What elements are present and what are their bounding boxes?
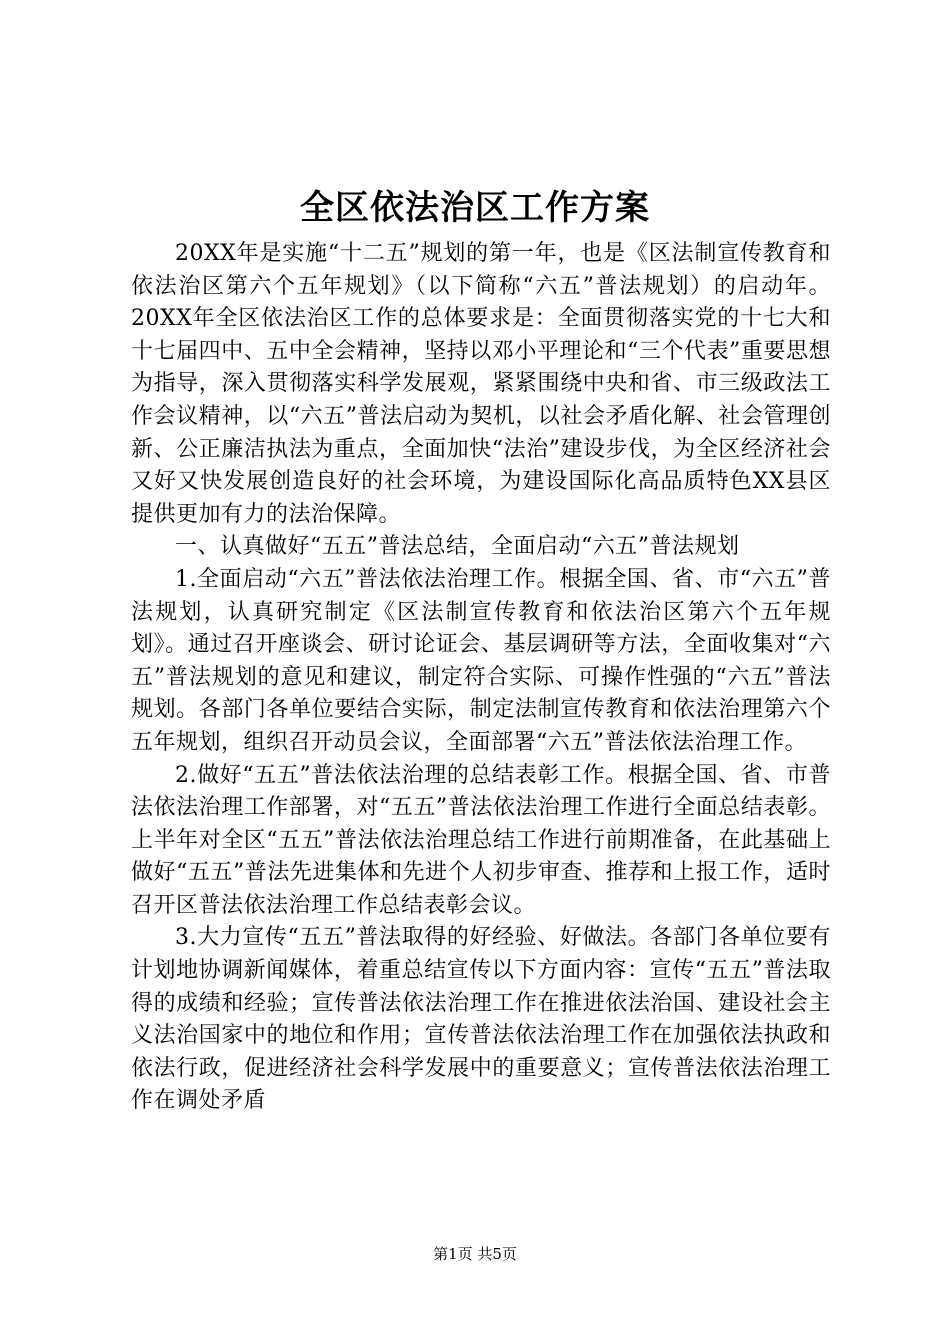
page-footer: 第1页 共5页 bbox=[433, 1245, 517, 1263]
paragraph-item-2: 2.做好“五五”普法依法治理的总结表彰工作。根据全国、省、市普法依法治理工作部署，对“五五”普法依法治理工作进行全面总结表彰。上半年对全区“五五”普法依法治理总结工作进行前期准备，在此基础上做好“五五”普法先进集体和先进个人初步审查、推荐和上报工作，适时召开区普法依法治理工作总结表彰会议。 bbox=[131, 762, 831, 918]
document-body bbox=[131, 238, 831, 1118]
page-title: 全区依法治区工作方案 bbox=[300, 188, 650, 228]
paragraph-item-1: 1.全面启动“六五”普法依法治理工作。根据全国、省、市“六五”普法规划，认真研究制定《区法制宣传教育和依法治区第六个五年规划》。通过召开座谈会、研讨论证会、基层调研等方法，全面收集对“六五”普法规划的意见和建议，制定符合实际、可操作性强的“六五”普法规划。各部门各单位要结合实际，制定法制宣传教育和依法治理第六个五年规划，组织召开动员会议，全面部署“六五”普法依法治理工作。 bbox=[131, 566, 831, 755]
section-heading-1: 一、认真做好“五五”普法总结，全面启动“六五”普法规划 bbox=[175, 534, 740, 560]
paragraph-intro: 20XX年是实施“十二五”规划的第一年，也是《区法制宣传教育和依法治区第六个五年规划》（以下简称“六五”普法规划）的启动年。20XX年全区依法治区工作的总体要求是：全面贯彻落实党的十七大和十七届四中、五中全会精神，坚持以邓小平理论和“三个代表”重要思想为指导，深入贯彻落实科学发展观，紧紧围绕中央和省、市三级政法工作会议精神，以“六五”普法启动为契机，以社会矛盾化解、社会管理创新、公正廉洁执法为重点，全面加快“法治”建设步伐，为全区经济社会又好又快发展创造良好的社会环境，为建设国际化高品质特色XX县区提供更加有力的法治保障。 bbox=[131, 241, 831, 527]
paragraph-item-3: 3.大力宣传“五五”普法取得的好经验、好做法。各部门各单位要有计划地协调新闻媒体，着重总结宣传以下方面内容：宣传“五五”普法取得的成绩和经验；宣传普法依法治理工作在推进依法治国、建设社会主义法治国家中的地位和作用；宣传普法依法治理工作在加强依法执政和依法行政，促进经济社会科学发展中的重要意义；宣传普法依法治理工作在调处矛盾 bbox=[131, 925, 831, 1114]
